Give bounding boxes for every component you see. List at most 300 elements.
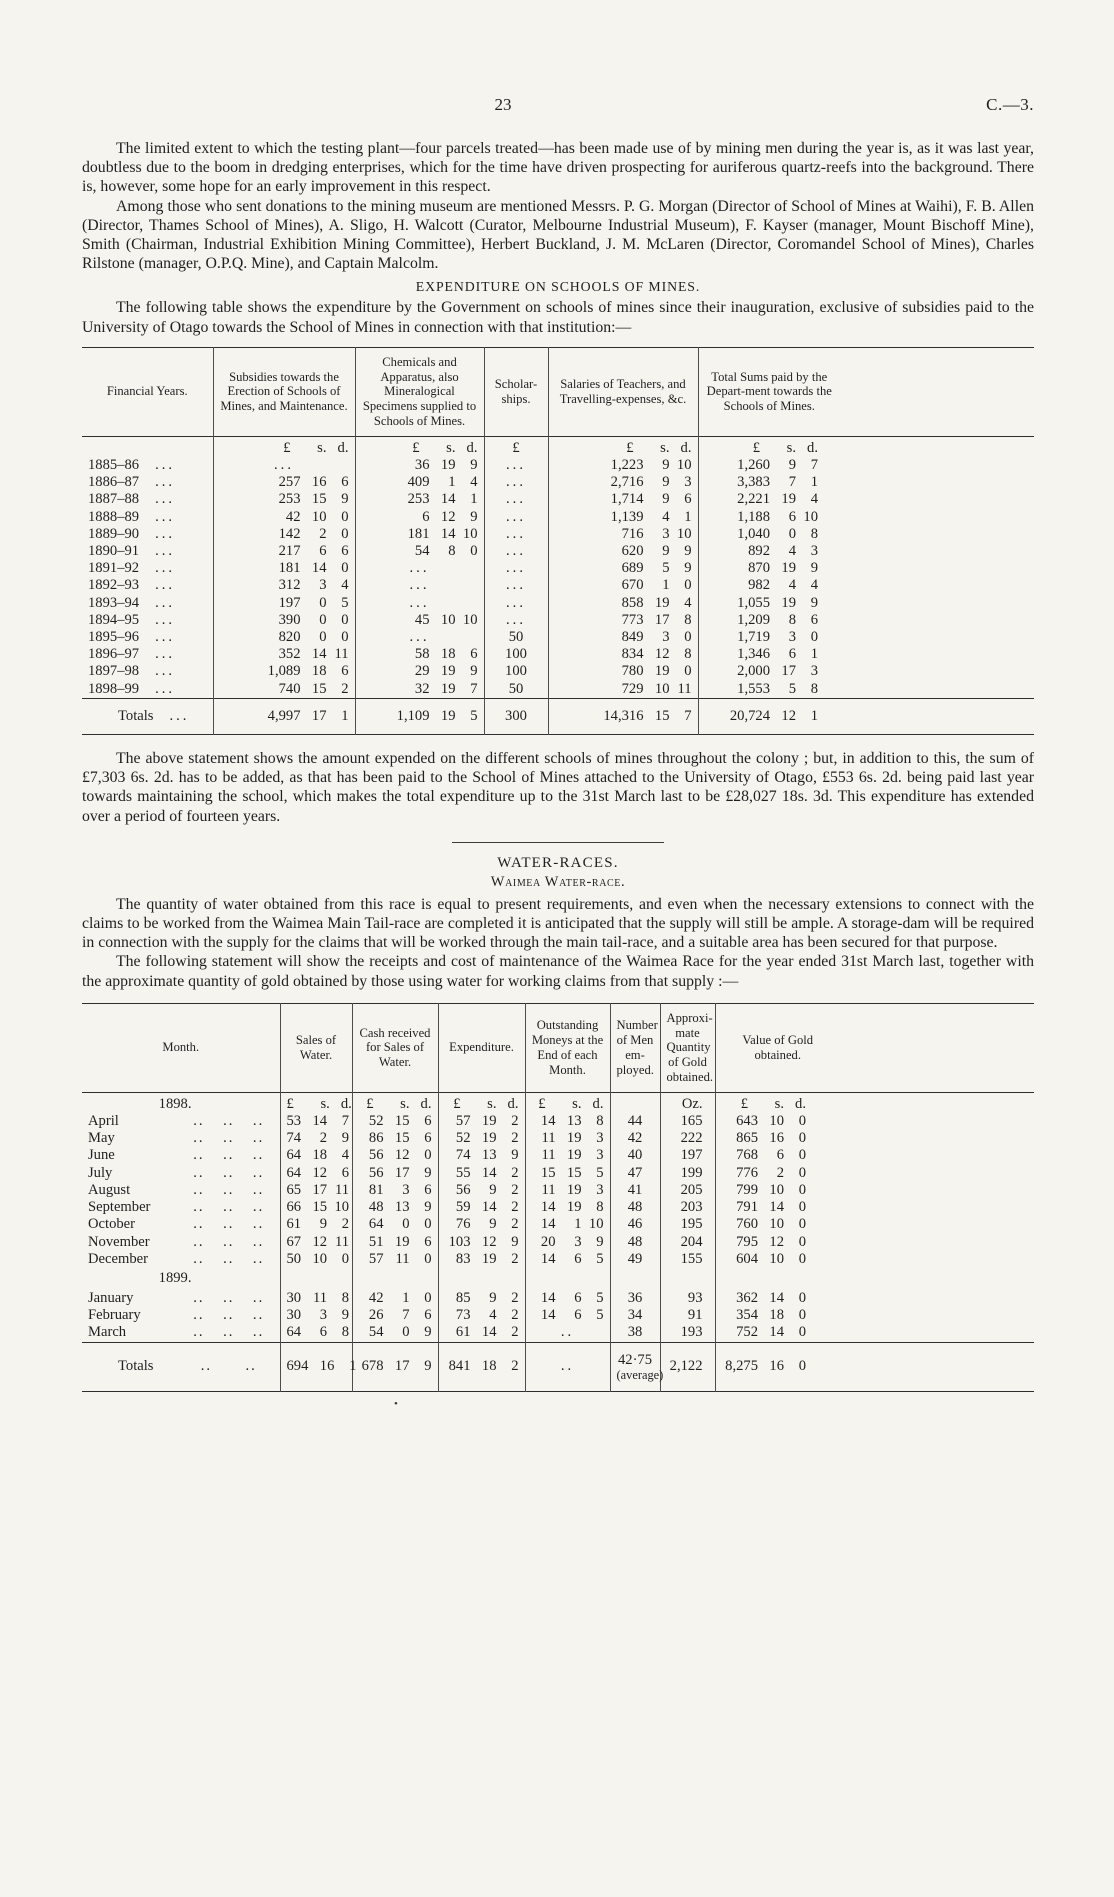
money-part: 74 [455, 1147, 471, 1164]
money-part: 9 [662, 457, 670, 474]
financial-year-cell [82, 526, 213, 543]
money-cell [548, 595, 698, 612]
money-part: 19 [566, 1147, 582, 1164]
money-value [359, 1165, 432, 1182]
money-units-cell [698, 436, 1034, 457]
money-part: 6 [424, 1307, 432, 1324]
money-part: 1,209 [737, 611, 770, 628]
money-part: 12 [481, 1233, 497, 1250]
money-part: 982 [748, 577, 770, 594]
money-part: 11 [677, 680, 692, 697]
money-units-cell [525, 1092, 610, 1113]
col-sales-of-water: Sales of Water. [280, 1003, 352, 1092]
money-value [220, 646, 349, 663]
money-cell [213, 646, 355, 663]
col-chemicals: Chemicals and Apparatus, also Mineralogical Specimens supplied to Schools of Mines. [355, 347, 484, 436]
financial-year-cell [82, 646, 213, 663]
money-part: 15 [540, 1164, 556, 1181]
dot-leader: .. [193, 1233, 205, 1250]
col-salaries: Salaries of Teachers, and Travelling-expenses, &c. [548, 347, 698, 436]
money-part: 5 [596, 1289, 604, 1306]
money-part: 11 [395, 1250, 410, 1267]
money-part: 29 [414, 663, 430, 680]
money-part: 1,139 [610, 508, 644, 525]
money-value [705, 457, 819, 474]
money-part: 57 [455, 1113, 471, 1130]
money-part: 10 [334, 1199, 350, 1216]
money-part: 773 [621, 611, 644, 628]
money-part: 36 [414, 457, 430, 474]
money-cell [438, 1113, 525, 1130]
money-part: 4 [341, 1147, 350, 1164]
section-divider-rule [452, 842, 664, 843]
dots-placeholder: ... [506, 560, 526, 577]
month-row [88, 1358, 274, 1375]
paragraph-expenditure-summary: The above statement shows the amount expended on the different schools of mines throughout the colony ; but, in addition to this, the sum of £7,303 6s. 2d. has to be added, as that has been paid to the School of Mines attached to the University of Otago, £553 6s. 2d. being paid last year towards maintaining the school, which makes the total expenditure up to the 31st March last to be £28,027 18s. 3d. This expenditure has extended over a period of fourteen years. [82, 750, 1034, 825]
empty-cell [610, 1268, 660, 1290]
dot-leader: .. [252, 1199, 265, 1216]
money-value [705, 663, 819, 680]
dot-leader: ... [155, 594, 176, 611]
money-cell [438, 1199, 525, 1216]
unit-part: s. [786, 439, 796, 456]
money-part: 14,316 [603, 707, 644, 724]
money-cell [280, 1234, 352, 1251]
money-value [445, 1216, 519, 1233]
money-cell [280, 1199, 352, 1216]
table-row [82, 491, 1034, 508]
money-value [705, 543, 819, 560]
dot-leader: .. [193, 1113, 205, 1130]
money-part: 56 [368, 1164, 384, 1181]
money-part: 11 [541, 1181, 556, 1198]
col-expenditure: Expenditure. [438, 1003, 525, 1092]
money-cell [698, 509, 1034, 526]
financial-year-cell [82, 629, 213, 646]
money-part: 15 [311, 491, 327, 508]
money-part: 4 [341, 577, 349, 594]
money-part: 12 [394, 1147, 410, 1164]
money-cell [352, 1324, 438, 1342]
money-part: 352 [278, 646, 301, 663]
money-value [220, 577, 349, 594]
money-part: 73 [455, 1307, 471, 1324]
money-part: 3 [319, 1307, 328, 1324]
money-part: 17 [311, 707, 327, 724]
money-part: 776 [736, 1164, 758, 1181]
money-cell [352, 1182, 438, 1199]
gold-quantity-cell: 91 [660, 1307, 715, 1324]
money-part: 1 [574, 1216, 582, 1233]
money-value [445, 1358, 519, 1375]
men-cell: 38 [610, 1324, 660, 1342]
money-units-cell [438, 1092, 525, 1113]
money-cell [548, 663, 698, 680]
year-label-cell: 1899. [158, 1270, 192, 1287]
money-cell [698, 681, 1034, 699]
scholarships-cell [484, 491, 548, 508]
dot-leader: .. [200, 1358, 213, 1375]
unit-part: £ [740, 1095, 748, 1112]
financial-year: 1887–88 [88, 491, 140, 508]
money-value [286, 1358, 357, 1375]
money-part: 8 [341, 1324, 350, 1341]
money-cell [698, 474, 1034, 491]
money-part: 14 [540, 1250, 556, 1267]
month-cell [82, 1165, 280, 1182]
money-cell [355, 646, 484, 663]
empty-cell [660, 1268, 715, 1290]
money-part: 12 [440, 508, 456, 525]
men-cell: 47 [610, 1165, 660, 1182]
money-part: 7 [341, 1113, 350, 1130]
expenditure-table-header-row [82, 347, 1034, 436]
money-part: 2,000 [737, 663, 770, 680]
money-part: 8 [810, 680, 818, 697]
financial-year-cell [82, 491, 213, 508]
money-part: 780 [621, 663, 644, 680]
month-name: June [88, 1147, 115, 1164]
money-value [445, 1165, 519, 1182]
money-part: 142 [278, 525, 301, 542]
money-part: 670 [621, 577, 644, 594]
money-cell [525, 1324, 610, 1342]
money-part: 2 [341, 1216, 350, 1233]
table-row [82, 629, 1034, 646]
money-value [445, 1290, 519, 1307]
money-part: 2 [511, 1130, 519, 1147]
money-part: 15 [312, 1199, 328, 1216]
money-part: 9 [511, 1147, 519, 1164]
money-part: 7 [470, 680, 478, 697]
money-part: 0 [319, 594, 327, 611]
money-cell [352, 1216, 438, 1233]
money-cell [213, 577, 355, 594]
money-value [286, 1164, 350, 1182]
money-value [359, 1234, 432, 1251]
unit-part: s. [317, 439, 327, 456]
gold-quantity-cell: 203 [660, 1199, 715, 1216]
money-part: 14 [769, 1199, 784, 1216]
dot-leader: .. [223, 1289, 235, 1306]
financial-year: 1898–99 [88, 680, 140, 697]
empty-cell [438, 1268, 525, 1290]
financial-year: 1886–87 [88, 474, 140, 491]
unit-part: £ [283, 439, 291, 456]
money-cell [698, 612, 1034, 629]
gold-quantity-cell: 155 [660, 1251, 715, 1268]
dot-leader: .. [252, 1307, 265, 1324]
money-part: 14 [440, 525, 456, 542]
table-row [82, 1147, 1034, 1164]
page-header [82, 95, 1034, 117]
financial-year-cell [82, 474, 213, 491]
gold-quantity-cell: 93 [660, 1290, 715, 1307]
money-part: 0 [341, 560, 349, 577]
money-value [722, 1251, 807, 1268]
dot-leader: ... [155, 474, 176, 491]
money-part: 16 [311, 474, 327, 491]
unit-part: d. [807, 439, 818, 456]
table-row [82, 1290, 1034, 1307]
money-value [286, 1216, 350, 1233]
money-value [220, 708, 349, 725]
money-part: 9 [470, 457, 478, 474]
gold-value-cell [715, 1324, 1034, 1342]
money-value [705, 577, 819, 594]
money-part: 10 [462, 525, 478, 542]
month-name: November [88, 1233, 150, 1250]
money-part: 0 [798, 1216, 806, 1233]
money-part: 1,346 [737, 646, 770, 663]
money-part: 2 [776, 1164, 784, 1181]
totals-row [82, 698, 1034, 734]
money-part: 26 [368, 1307, 384, 1324]
money-part: 17 [312, 1181, 328, 1198]
money-value [722, 1234, 807, 1251]
money-part: 15 [394, 1130, 410, 1147]
dots-placeholder: ... [506, 611, 526, 628]
money-part: 0 [684, 629, 692, 646]
money-cell [213, 612, 355, 629]
totals-label: Totals [118, 707, 154, 724]
money-value [705, 595, 819, 612]
money-cell [525, 1290, 610, 1307]
money-part: 11 [541, 1147, 556, 1164]
money-cell [280, 1307, 352, 1324]
totals-row [82, 1342, 1034, 1391]
dots-placeholder: ... [506, 594, 526, 611]
money-part: 2 [511, 1358, 519, 1375]
money-cell [698, 577, 1034, 594]
money-cell [355, 595, 484, 612]
money-part: 19 [481, 1113, 497, 1130]
money-value [555, 577, 692, 594]
money-part: 3 [810, 543, 818, 560]
year-row [82, 1268, 1034, 1290]
month-name: April [88, 1113, 119, 1130]
unit-part: £ [453, 1095, 461, 1112]
money-units [445, 1096, 519, 1113]
money-part: 740 [278, 680, 301, 697]
money-part: 6 [319, 1324, 328, 1341]
money-cell [525, 1182, 610, 1199]
men-units-cell [610, 1092, 660, 1113]
table-row [82, 1307, 1034, 1324]
money-value [445, 1324, 519, 1341]
money-part: 2 [511, 1216, 519, 1233]
money-cell [548, 646, 698, 663]
month-cell [82, 1113, 280, 1130]
money-part: 729 [621, 680, 644, 697]
money-part: 0 [684, 577, 692, 594]
money-cell [548, 681, 698, 699]
money-part: 8 [684, 646, 692, 663]
money-part: 6 [341, 663, 349, 680]
money-part: 17 [394, 1358, 410, 1375]
financial-year-cell [82, 663, 213, 680]
money-cell [548, 560, 698, 577]
money-value [532, 1199, 604, 1216]
table-row [82, 612, 1034, 629]
money-cell [213, 560, 355, 577]
money-units-cell [352, 1092, 438, 1113]
financial-year-cell [82, 681, 213, 699]
money-part: 5 [788, 680, 796, 697]
money-part: 17 [654, 611, 670, 628]
money-cell [698, 629, 1034, 646]
money-part: 6 [424, 1130, 432, 1147]
money-part: 3 [319, 577, 327, 594]
men-cell: 40 [610, 1147, 660, 1164]
money-part: 18 [481, 1358, 497, 1375]
money-part: 0 [798, 1307, 806, 1324]
money-part: 362 [736, 1289, 758, 1306]
money-cell [698, 560, 1034, 577]
men-cell: 46 [610, 1216, 660, 1233]
money-cell [352, 1234, 438, 1251]
money-part: 58 [414, 646, 430, 663]
paragraph-water-quantity: The quantity of water obtained from this race is equal to present requirements, and even when the necessary extensions to connect with the claims to be worked from the Waimea Main Tail-race are completed it is anticipated that the supply will still be ample. A storage-dam will be required in connection with the supply for the claims that will be worked through the main tail-race, and a suitable area has been secured for that purpose. [82, 895, 1034, 952]
money-part: 10 [769, 1250, 784, 1267]
money-part: 6 [424, 1233, 432, 1250]
money-part: 0 [424, 1289, 432, 1306]
money-part: 0 [341, 629, 349, 646]
paragraph-expenditure-intro: The following table shows the expenditure by the Government on schools of mines since their inauguration, exclusive of subsidies paid to the University of Otago towards the School of Mines in connection with that institution:— [82, 299, 1034, 336]
money-part: 4 [684, 594, 692, 611]
money-part: 59 [455, 1199, 471, 1216]
dot-leader: .. [223, 1147, 235, 1164]
money-cell [548, 474, 698, 491]
money-part: 19 [566, 1199, 582, 1216]
money-part: 4 [788, 543, 796, 560]
money-value [359, 1147, 432, 1164]
money-cell [352, 1199, 438, 1216]
money-part: 14 [540, 1199, 556, 1216]
money-value [359, 1324, 432, 1341]
money-cell [548, 491, 698, 508]
dot-leader: ... [155, 525, 176, 542]
money-value [445, 1199, 519, 1216]
money-part: 10 [654, 680, 670, 697]
dot-leader: ... [155, 611, 176, 628]
money-part: 14 [481, 1199, 497, 1216]
money-cell [280, 1147, 352, 1164]
money-part: 1 [470, 491, 478, 508]
dot-leader: .. [252, 1181, 265, 1198]
money-value [555, 646, 692, 663]
gold-value-cell [715, 1307, 1034, 1324]
money-part: 50 [286, 1250, 302, 1267]
men-cell: 48 [610, 1234, 660, 1251]
money-part: 12 [781, 707, 796, 724]
money-value [286, 1307, 350, 1324]
money-value [286, 1250, 350, 1268]
unit-part: d. [680, 439, 692, 456]
money-part: 1 [341, 707, 349, 724]
money-part: 1,188 [737, 508, 770, 525]
table-row [82, 1130, 1034, 1147]
money-part: 64 [368, 1216, 384, 1233]
money-cell [213, 491, 355, 508]
unit-part: s. [400, 1095, 410, 1112]
money-part: 312 [278, 577, 301, 594]
financial-year: 1885–86 [88, 457, 140, 474]
month-row [88, 1182, 274, 1199]
financial-year-cell [82, 457, 213, 474]
money-part: 61 [286, 1216, 302, 1233]
money-cell [213, 663, 355, 680]
month-row [88, 1113, 274, 1130]
money-part: 6 [810, 611, 818, 628]
money-value [362, 474, 478, 491]
gold-value-cell [715, 1251, 1034, 1268]
dots-placeholder: ... [506, 543, 526, 560]
money-cell [438, 1165, 525, 1182]
unit-part: s. [660, 439, 670, 456]
money-value [722, 1216, 807, 1233]
money-part: 61 [455, 1324, 471, 1341]
year-label-cell: 1898. [158, 1095, 192, 1112]
money-part: 3 [788, 629, 796, 646]
money-value [555, 457, 692, 474]
money-part: 6 [574, 1250, 582, 1267]
dot-leader: .. [223, 1250, 235, 1267]
money-part: 197 [278, 594, 301, 611]
gold-value-cell [715, 1234, 1034, 1251]
money-part: 56 [368, 1147, 384, 1164]
gold-quantity-cell: 193 [660, 1324, 715, 1342]
money-value [705, 708, 819, 725]
unit-part: d. [420, 1095, 432, 1112]
expenditure-table [82, 347, 1034, 735]
money-value [705, 629, 819, 646]
men-cell: 42 [610, 1130, 660, 1147]
money-part: 64 [286, 1164, 302, 1181]
table-row [82, 1113, 1034, 1130]
money-value [286, 1130, 350, 1147]
money-cell [280, 1251, 352, 1268]
money-value [532, 1234, 604, 1251]
money-part: 834 [621, 646, 644, 663]
money-part: 14 [540, 1216, 556, 1233]
money-part: 14 [312, 1113, 328, 1130]
table-row [82, 595, 1034, 612]
money-part: 3 [574, 1233, 582, 1250]
dot-leader: ... [155, 629, 176, 646]
money-part: 14 [440, 491, 456, 508]
money-part: 1,223 [610, 457, 644, 474]
money-value [220, 491, 349, 508]
money-cell [438, 1234, 525, 1251]
dots-placeholder: ... [506, 491, 526, 508]
money-part: 10 [312, 1250, 328, 1267]
money-part: 14 [481, 1164, 497, 1181]
scholarships-cell [484, 526, 548, 543]
scholarships-cell: 100 [484, 646, 548, 663]
money-part: 12 [654, 646, 670, 663]
month-cell [82, 1147, 280, 1164]
money-part: 11 [335, 1181, 350, 1198]
money-part: 9 [662, 491, 670, 508]
money-part: 11 [335, 1233, 350, 1250]
money-value [722, 1290, 807, 1307]
dot-leader: .. [193, 1289, 205, 1306]
money-cell [280, 1130, 352, 1147]
col-scholarships: Scholar-ships. [484, 347, 548, 436]
dots-placeholder: ... [506, 577, 526, 594]
money-part: 0 [424, 1147, 432, 1164]
